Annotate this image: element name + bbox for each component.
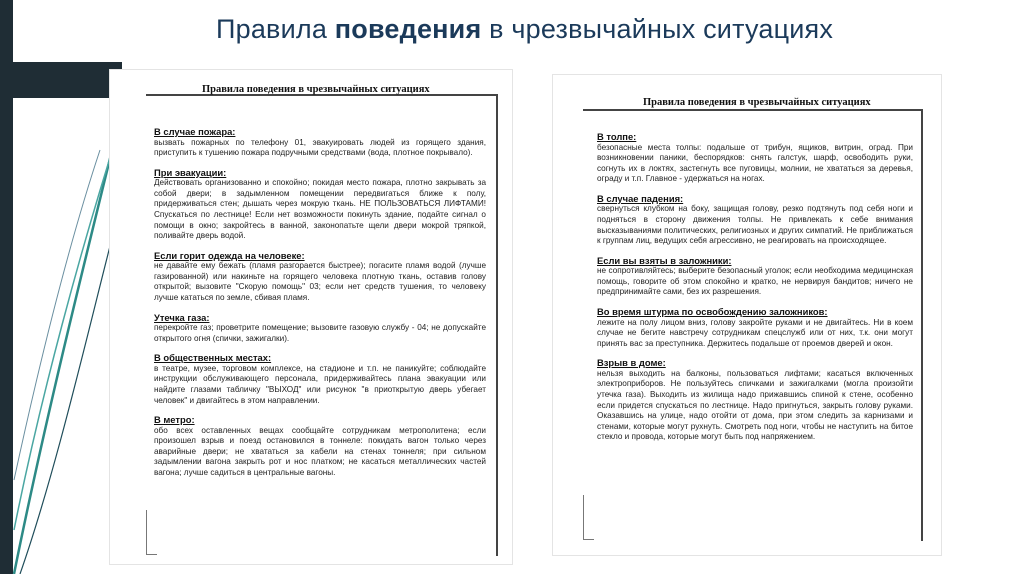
section (154, 312, 486, 345)
section-body: свернуться клубком на боку, защищая голову, резко подтянуть под себя ноги и подняться в сторону движения толпы. Не привлекать к себе внимания высказываниями политических, религиозных и других симпатий. Не приближаться к группам лиц, ведущих себя агрессивно, не реагировать на происходящее. (597, 204, 913, 246)
section-heading: В толпе: (597, 131, 637, 142)
title-part-bold: поведения (334, 14, 482, 44)
section (597, 255, 913, 298)
section-body: лежите на полу лицом вниз, голову закройте руками и не двигайтесь. Ни в коем случае не бегите навстречу сотрудникам спецслужб или от них, т.к. они могут принять вас за преступника. Держитесь подальше от проемов дверей и окон. (597, 317, 913, 348)
green-curve (14, 110, 122, 574)
document-page-left (110, 70, 512, 564)
teal-curve (14, 120, 122, 530)
section-heading: Если горит одежда на человеке: (154, 249, 305, 261)
section-heading: В случае пожара: (154, 126, 236, 137)
section (154, 126, 486, 159)
section-body: перекройте газ; проветрите помещение; вызовите газовую службу - 04; не допускайте открытого огня (спички, зажигалки). (154, 323, 486, 343)
section-body: Действовать организованно и спокойно; покидая место пожара, плотно закрывать за собой двери; в задымленном помещении передвигаться ближе к полу, придерживаться стен; дышать через мокрую ткань. НЕ ПОЛЬЗОВАТЬСЯ ЛИФТАМИ! Спускаться по лестнице! Если нет возможности покинуть здание, подайте сигнал о помощи в окно; закройтесь в ванной, законопатьте щели двери мокрой тряпкой, поливайте дверь водой. (154, 178, 486, 241)
section-body: не давайте ему бежать (пламя разгорается быстрее); погасите пламя водой (лучше газированной) или накиньте на горящего человека плотную ткань, оставив голову открытой; вызовите "Скорую помощь" 03; если нет средств тушения, то человеку лучше кататься по земле, сбивая пламя. (154, 261, 486, 303)
section-body: в театре, музее, торговом комплексе, на стадионе и т.п. не паникуйте; соблюдайте инструкции обслуживающего персонала, придерживайтесь плана эвакуации или найдите глазами табличку "ВЫХОД" или рисунок "в приоткрытую дверь убегает человек" и двигайтесь в этом направлении. (154, 363, 486, 405)
section-heading: При эвакуации: (154, 166, 227, 178)
document-content (597, 131, 913, 451)
document-heading: Правила поведения в чрезвычайных ситуациях (202, 84, 430, 95)
section-body: не сопротивляйтесь; выберите безопасный уголок; если необходима медицинская помощь, говорите об этом спокойно и кратко, не нервируя бандитов; ничего не предпринимайте сами, без их разрешения. (597, 266, 913, 297)
document-content (154, 126, 486, 487)
section-heading: В общественных местах: (154, 352, 272, 364)
document-page-right (553, 75, 941, 555)
section (597, 306, 913, 349)
section-body: безопасные места толпы: подальше от трибун, ящиков, витрин, оград. При возникновении паники, беспорядков: снять галстук, шарф, освободить руки, согнуть их в локтях, застегнуть все пуговицы, молнии, не хвататься за деревья, ограду и т.п. Главное - удержаться на ногах. (597, 142, 913, 184)
document-heading: Правила поведения в чрезвычайных ситуациях (643, 97, 871, 108)
section-heading: В метро: (154, 414, 195, 426)
document-frame-corner (146, 510, 157, 555)
thin-curve (14, 150, 100, 480)
section (597, 357, 913, 443)
section (154, 414, 486, 478)
section (597, 131, 913, 185)
section-body: обо всех оставленных вещах сообщайте сотрудникам метрополитена; если произошел взрыв и поезд остановился в тоннеле: покидать вагон только через аварийные двери; не хвататься за кабели на стенах тоннеля; при сильном задымлении вагона закрыть рот и нос платком; не касаться металлических частей вагона; лучше садиться в центральные вагоны. (154, 425, 486, 478)
section (154, 167, 486, 242)
slide-title (216, 14, 833, 45)
section (154, 250, 486, 304)
section-heading: Взрыв в доме: (597, 357, 666, 369)
section-body: нельзя выходить на балконы, пользоваться лифтами; касаться включенных электроприборов. Не пользуйтесь спичками и зажигалками (могла произойти утечка газа). Выходить из жилища надо прижавшись спиной к стене, особенно если придется спускаться по лестнице. Надо пригнуться, закрыть голову руками. Оказавшись на улице, надо отойти от дома, при этом следить за карнизами и стенами, которые могут рухнуть. Смотреть под ноги, чтобы не наступить на битое стекло и провода, которые могут быть под напряжением. (597, 368, 913, 442)
section-heading: В случае падения: (597, 192, 684, 204)
section (597, 193, 913, 247)
section-heading: Утечка газа: (154, 311, 210, 323)
section (154, 352, 486, 406)
section-heading: Во время штурма по освобождению заложников: (597, 306, 828, 318)
title-part-3: в чрезвычайных ситуациях (481, 14, 834, 44)
dark-band (0, 62, 122, 98)
document-frame-corner (583, 495, 594, 540)
title-part-1: Правила (216, 14, 335, 44)
section-body: вызвать пожарных по телефону 01, эвакуировать людей из горящего здания, приступить к тушению пожара подручными средствами (вода, плотное покрывало). (154, 137, 486, 158)
section-heading: Если вы взяты в заложники: (597, 254, 732, 266)
